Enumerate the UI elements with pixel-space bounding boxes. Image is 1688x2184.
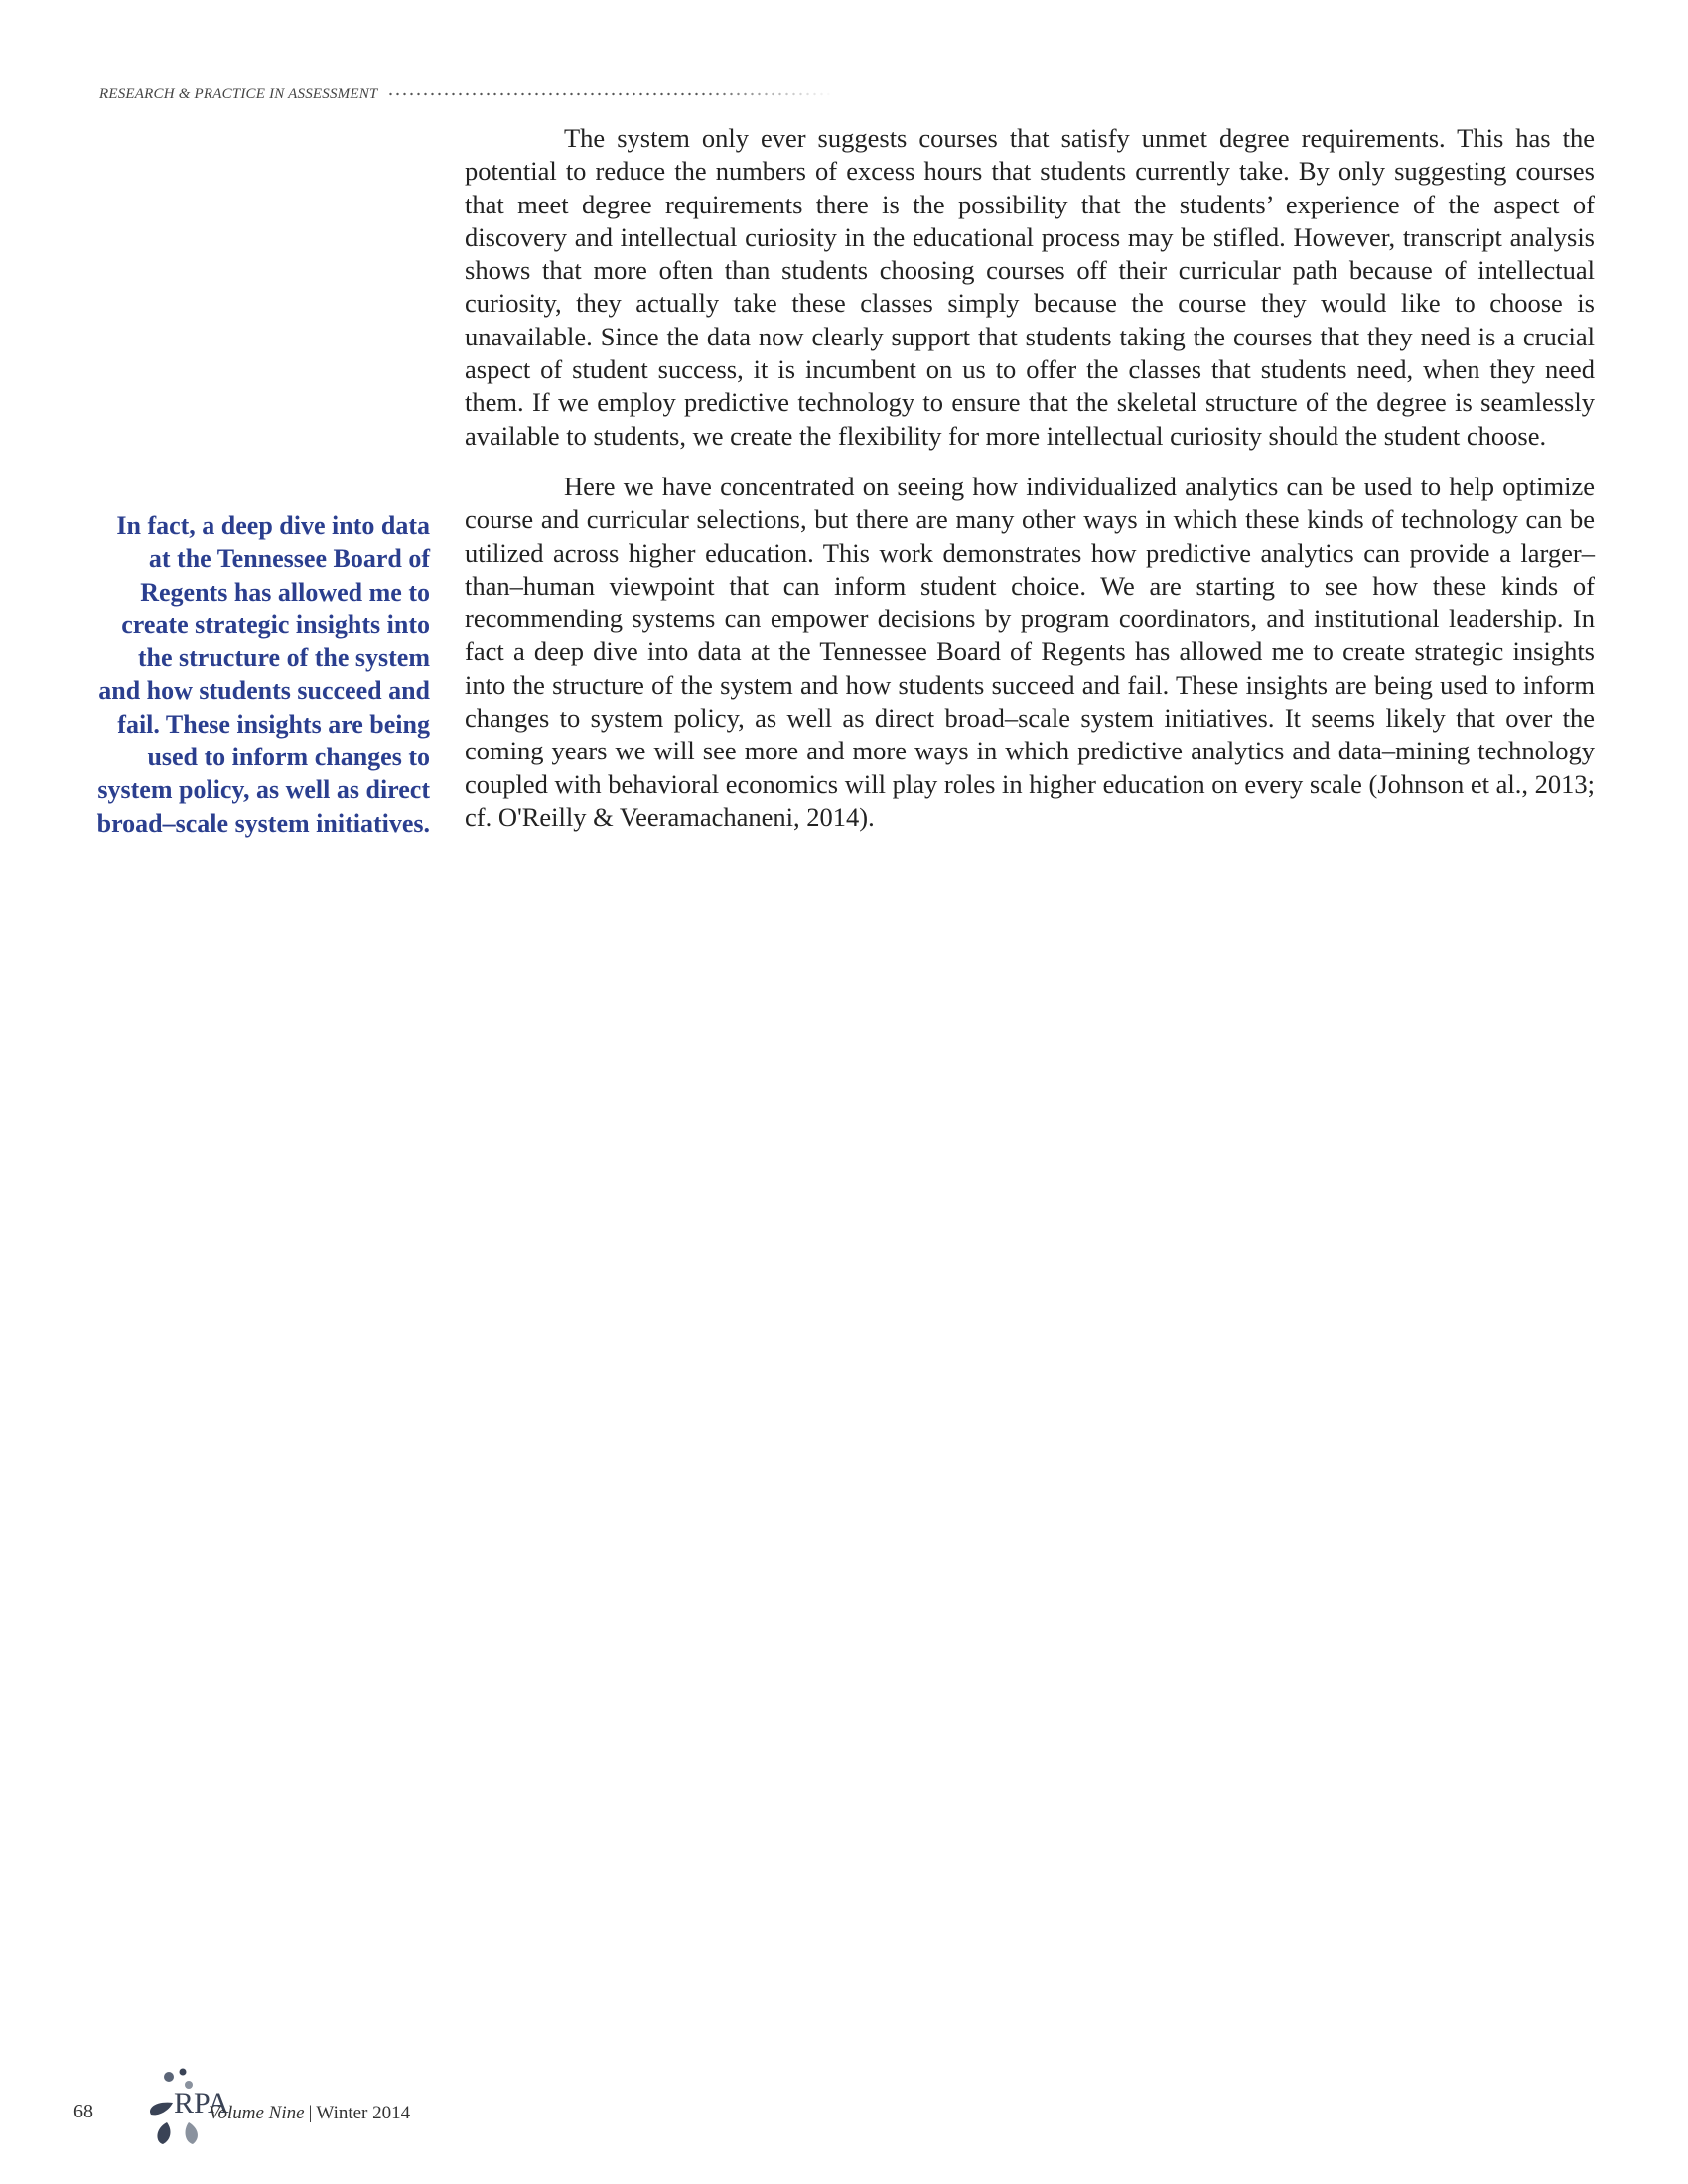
body-column	[465, 122, 1595, 852]
logo-dot-2	[180, 2069, 187, 2076]
season-label: Winter 2014	[316, 2103, 411, 2123]
volume-label: Volume Nine	[209, 2103, 305, 2123]
journal-title: RESEARCH & PRACTICE IN ASSESSMENT	[99, 85, 378, 102]
page-number: 68	[73, 2101, 93, 2122]
page-footer	[71, 2065, 489, 2154]
logo-leaf-bottom-left	[157, 2122, 170, 2144]
logo-leaf-left	[150, 2103, 173, 2116]
dotted-rule	[387, 92, 834, 96]
logo-dot-1	[164, 2072, 174, 2082]
running-head	[99, 81, 834, 107]
issue-info	[209, 2103, 410, 2124]
pull-quote: In fact, a deep dive into data at the Tennessee Board of Regents has allowed me to create strategic insights into the structure of the system and how students succeed and fail. These insights are being used to inform changes to system policy, as well as direct broad–scale system initiatives.	[96, 511, 430, 838]
body-paragraph-2: Here we have concentrated on seeing how individualized analytics can be used to help optimize course and curricular selections, but there are many other ways in which these kinds of technology can be utilized across higher education. This work demonstrates how predictive analytics can provide a larger–than–human viewpoint that can inform student choice. We are starting to see how these kinds of recommending systems can empower decisions by program coordinators, and institutional leadership. In fact a deep dive into data at the Tennessee Board of Regents has allowed me to create strategic insights into the structure of the system and how students succeed and fail. These insights are being used to inform changes to system policy, as well as direct broad–scale system initiatives. It seems likely that over the coming years we will see more and more ways in which predictive analytics and data–mining technology coupled with behavioral economics will play roles in higher education on every scale (Johnson et al., 2013; cf. O'Reilly & Veeramachaneni, 2014).	[465, 471, 1595, 832]
issue-separator: |	[308, 2103, 313, 2123]
body-paragraph-1: The system only ever suggests courses that satisfy unmet degree requirements. This has the potential to reduce the numbers of excess hours that students currently take. By only suggesting courses that meet degree requirements there is the possibility that the students’ experience of the aspect of discovery and intellectual curiosity in the educational process may be stifled. However, transcript analysis shows that more often than students choosing courses off their curricular path because of intellectual curiosity, they actually take these classes simply because the course they would like to choose is unavailable. Since the data now clearly support that students taking the courses that they need is a crucial aspect of student success, it is incumbent on us to offer the classes that students need, when they need them. If we employ predictive technology to ensure that the skeletal structure of the degree is seamlessly available to students, we create the flexibility for more intellectual curiosity should the student choose.	[465, 123, 1595, 451]
logo-text: RPA	[174, 2087, 229, 2119]
logo-leaf-bottom-right	[186, 2122, 198, 2144]
